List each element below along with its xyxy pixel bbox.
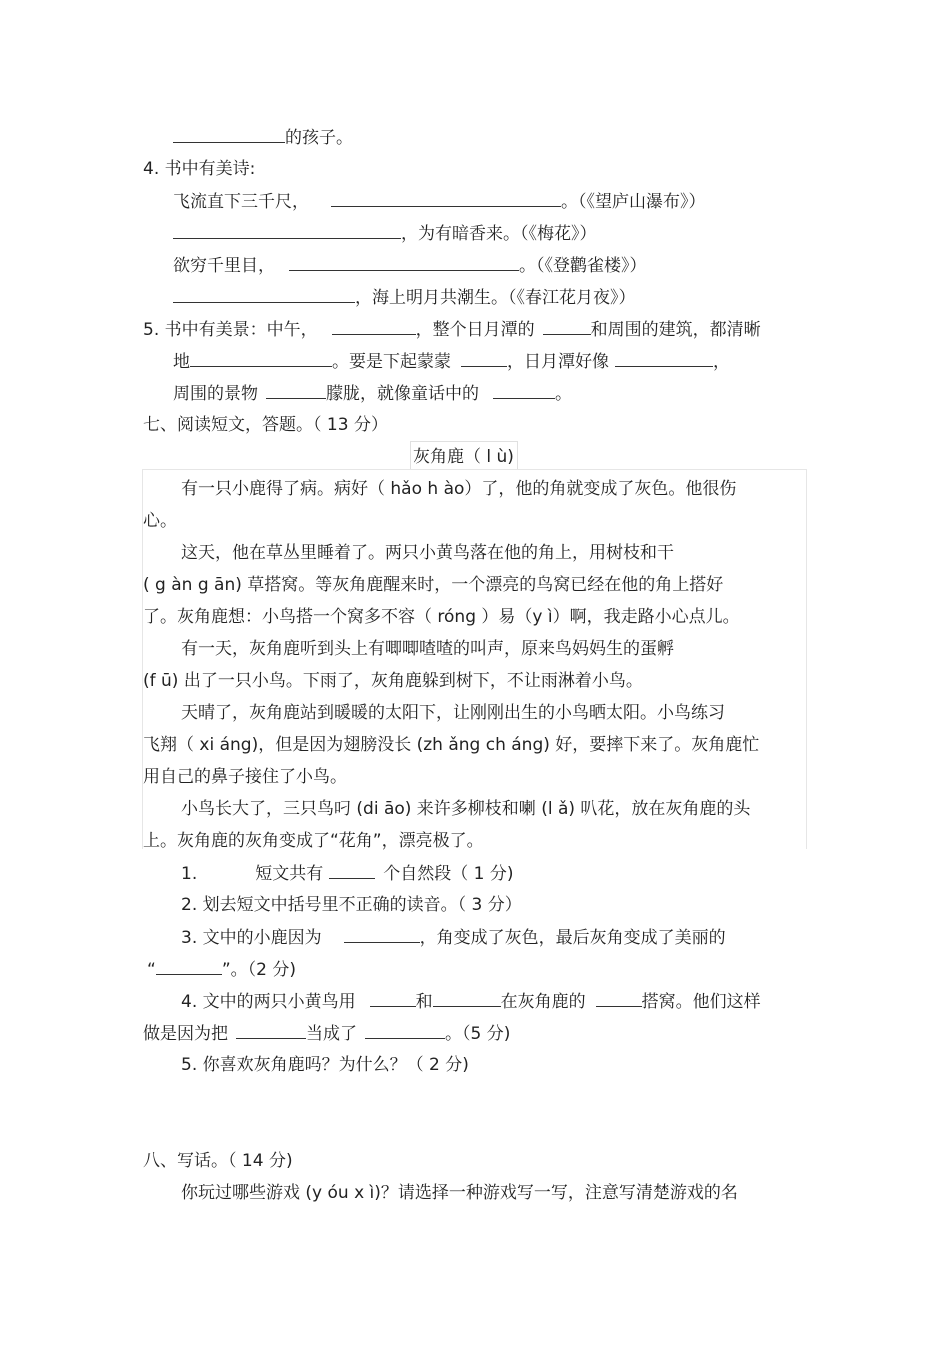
s7-q4-line-1: 4. 文中的两只小黄鸟用 和 在灰角鹿的 搭窝。他们这样 (181, 992, 761, 1012)
q5-line-2: 地 。要是下起蒙蒙 ，日月潭好像 ， (173, 352, 730, 372)
story-p1a: 有一只小鹿得了病。病好（ hǎo h ào）了，他的角就变成了灰色。他很伤 (181, 479, 737, 499)
q4-line-2: ，为有暗香来。（《梅花》） (173, 222, 597, 245)
s7-q3-line-2: “ ”。（2 分) (147, 960, 296, 980)
story-p3a: 有一天，灰角鹿听到头上有唧唧喳喳的叫声，原来鸟妈妈生的蛋孵 (181, 639, 674, 659)
q4-line-4: ，海上明月共潮生。（《春江花月夜》） (173, 286, 636, 309)
story-p5b: 上。灰角鹿的灰角变成了“花角”，漂亮极了。 (143, 831, 484, 851)
s7-q1: 1. 短文共有 个自然段（ 1 分) (181, 864, 514, 884)
answer-blank[interactable] (615, 350, 713, 367)
answer-blank[interactable] (173, 286, 355, 303)
q4-line-3: 欲穷千里目， 。（《登鹳雀楼》） (173, 256, 647, 276)
q5-line-3: 周围的景物 朦胧，就像童话中的 。 (173, 384, 572, 404)
answer-blank[interactable] (236, 1022, 306, 1039)
story-p4b: 飞翔（ xi áng)，但是因为翅膀没长 (zh ǎng ch áng) 好，要摔下来了。灰角鹿忙 (143, 735, 760, 755)
q4-title: 4. 书中有美诗: (143, 159, 256, 179)
answer-blank[interactable] (289, 254, 519, 271)
story-p4a: 天晴了，灰角鹿站到暖暖的太阳下，让刚刚出生的小鸟晒太阳。小鸟练习 (181, 703, 725, 723)
answer-blank[interactable] (173, 222, 401, 239)
story-p4c: 用自己的鼻子接住了小鸟。 (143, 767, 347, 787)
story-p5a: 小鸟长大了，三只鸟叼 (di āo) 来许多柳枝和喇 (l ǎ) 叭花，放在灰角鹿的头 (181, 799, 751, 819)
s7-q3-line-1: 3. 文中的小鹿因为 ，角变成了灰色，最后灰角变成了美丽的 (181, 928, 726, 948)
answer-blank[interactable] (543, 318, 591, 335)
story-frame-right (806, 469, 807, 849)
prev-line: 的孩子。 (173, 126, 353, 149)
s7-q4-line-2: 做是因为把 当成了 。（5 分) (143, 1024, 511, 1044)
answer-blank[interactable] (433, 990, 501, 1007)
story-frame-top (142, 469, 806, 470)
story-p3b: (f ū) 出了一只小鸟。下雨了，灰角鹿躲到树下，不让雨淋着小鸟。 (143, 671, 643, 691)
answer-blank[interactable] (331, 190, 561, 207)
section7-heading: 七、阅读短文，答题。（ 13 分） (143, 415, 388, 435)
answer-blank[interactable] (493, 382, 555, 399)
answer-blank[interactable] (156, 958, 222, 975)
story-p2a: 这天，他在草丛里睡着了。两只小黄鸟落在他的角上，用树枝和干 (181, 543, 674, 563)
answer-blank[interactable] (329, 862, 375, 879)
answer-blank[interactable] (596, 990, 642, 1007)
section8-heading: 八、写话。（ 14 分) (143, 1151, 293, 1171)
answer-blank[interactable] (365, 1022, 445, 1039)
story-p2c: 了。灰角鹿想：小鸟搭一个窝多不容（ róng ）易（y ì）啊，我走路小心点儿。 (143, 607, 740, 627)
section8-prompt: 你玩过哪些游戏 (y óu x ì)？请选择一种游戏写一写，注意写清楚游戏的名 (181, 1183, 738, 1203)
answer-blank[interactable] (344, 926, 420, 943)
answer-blank[interactable] (461, 350, 507, 367)
q4-line-1: 飞流直下三千尺， 。（《望庐山瀑布》） (173, 192, 706, 212)
story-title: 灰角鹿（ l ù) (413, 447, 514, 467)
s7-q5: 5. 你喜欢灰角鹿吗？为什么？（ 2 分) (181, 1055, 469, 1075)
answer-blank[interactable] (190, 350, 332, 367)
answer-blank[interactable] (370, 990, 416, 1007)
q5-line-1: 5. 书中有美景：中午， ，整个日月潭的 和周围的建筑，都清晰 (143, 320, 761, 340)
answer-blank[interactable] (266, 382, 326, 399)
answer-blank[interactable] (173, 126, 285, 143)
story-p1b: 心。 (143, 511, 177, 531)
story-p2b: ( g àn g ān) 草搭窝。等灰角鹿醒来时，一个漂亮的鸟窝已经在他的角上搭好 (143, 575, 724, 595)
s7-q2: 2. 划去短文中括号里不正确的读音。（ 3 分） (181, 895, 522, 915)
answer-blank[interactable] (332, 318, 416, 335)
